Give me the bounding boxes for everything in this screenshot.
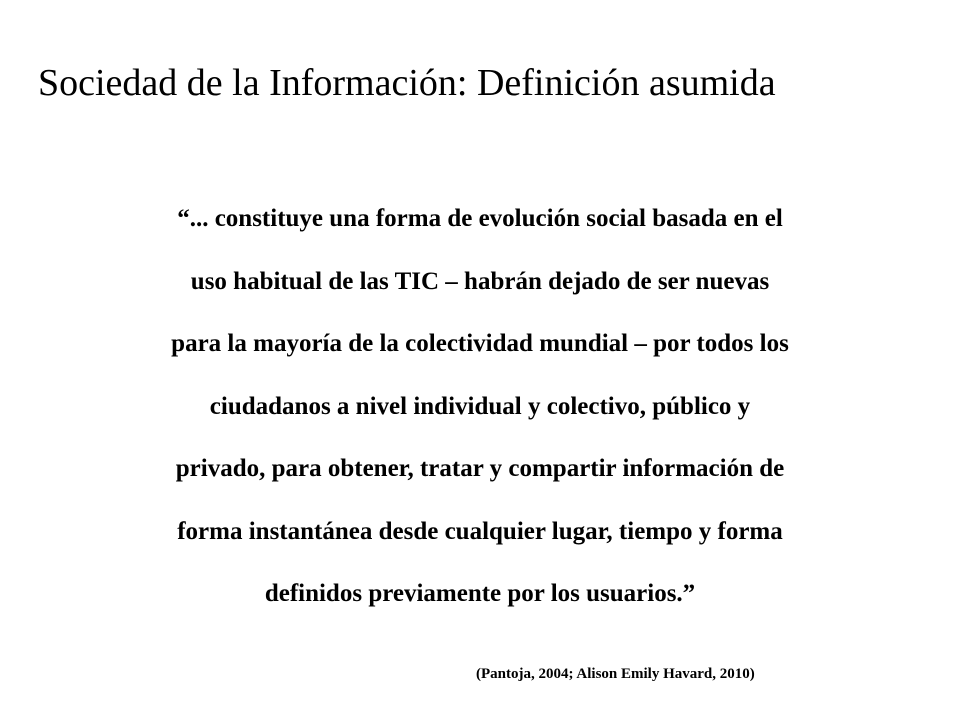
definition-quote (60, 188, 900, 626)
citation: (Pantoja, 2004; Alison Emily Havard, 2010) (476, 666, 755, 682)
quote-line: uso habitual de las TIC – habrán dejado de ser nuevas (190, 267, 770, 295)
quote-line: para la mayoría de la colectividad mundial – por todos los (171, 330, 789, 357)
quote-line: “... constituye una forma de evolución social basada en el (177, 205, 783, 232)
slide-title: Sociedad de la Información: Definición asumida (38, 62, 776, 104)
quote-line: ciudadanos a nivel individual y colectivo, público y (209, 392, 751, 420)
quote-line: definidos previamente por los usuarios.” (264, 580, 696, 607)
quote-line: forma instantánea desde cualquier lugar, tiempo y forma (177, 517, 783, 545)
quote-line: privado, para obtener, tratar y compartir información de (175, 455, 785, 482)
